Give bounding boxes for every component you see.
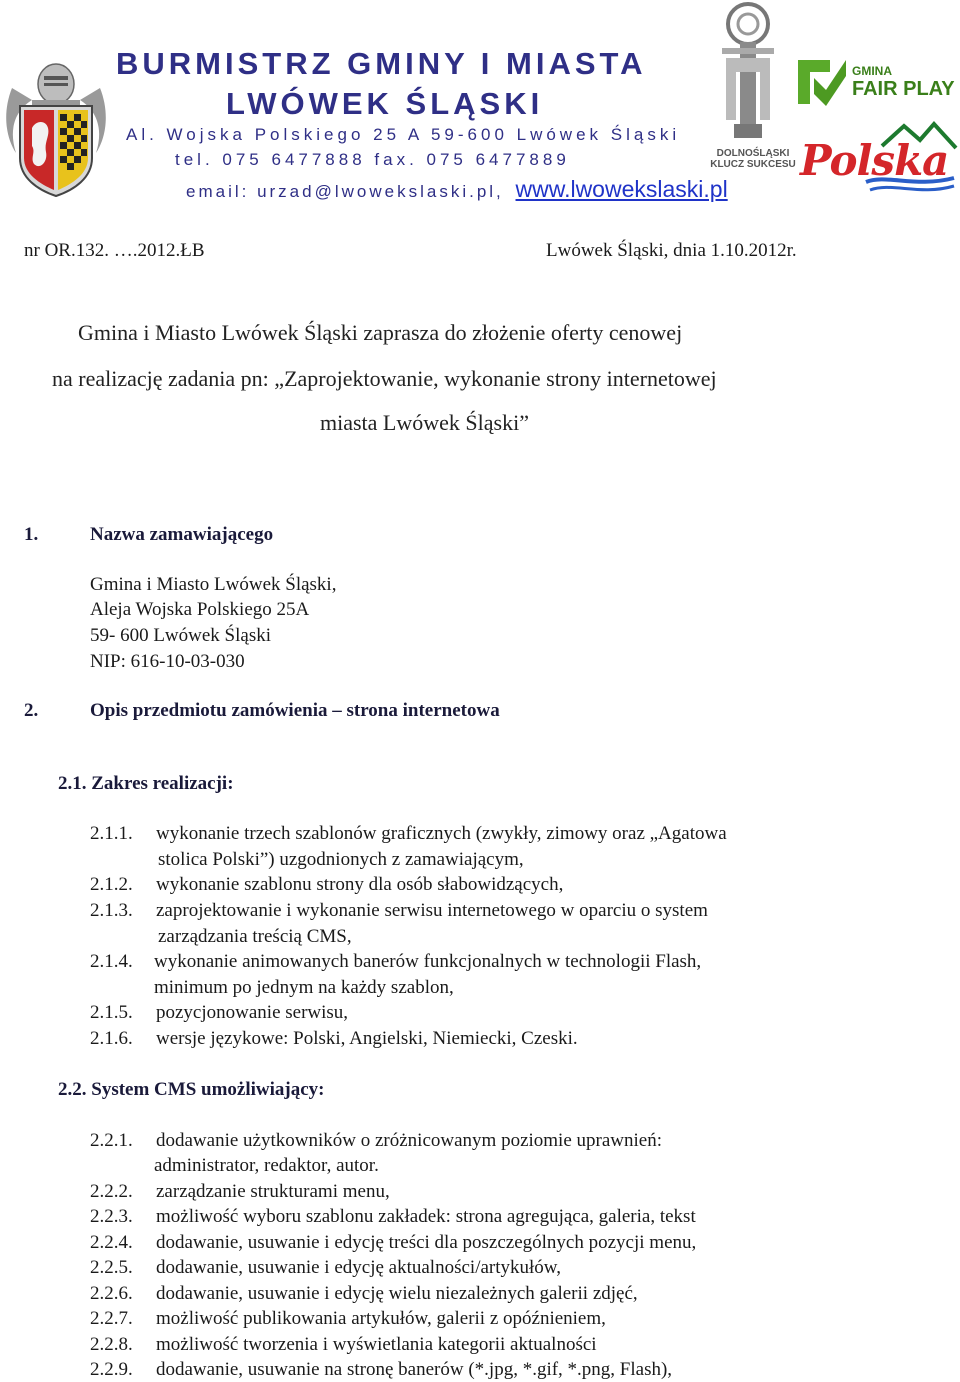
list-item-text: wykonanie szablonu strony dla osób słabowidzących, [156,874,564,895]
list-item-number: 2.1.1. [90,823,133,844]
section-2-heading: Opis przedmiotu zamówienia – strona internetowa [90,700,500,721]
list-item-text: dodawanie, usuwanie i edycję aktualności/artykułów, [156,1257,562,1278]
header-title-line2: LWÓWEK ŚLĄSKI [226,86,544,121]
list-item-text: możliwość tworzenia i wyświetlania kategorii aktualności [156,1334,597,1355]
intro-line-1: Gmina i Miasto Lwówek Śląski zaprasza do złożenie oferty cenowej [78,320,683,345]
header-title-line1: BURMISTRZ GMINY I MIASTA [116,46,647,81]
header-address: Al. Wojska Polskiego 25 A 59-600 Lwówek Śląski [126,125,681,144]
list-item-number: 2.2.7. [90,1308,133,1329]
list-item-number: 2.2.4. [90,1232,133,1253]
list-item-continuation: administrator, redaktor, autor. [154,1155,379,1176]
list-item-number: 2.2.1. [90,1130,133,1151]
reference-number: nr OR.132. ….2012.ŁB [24,240,205,261]
section-2-1-heading: 2.1. Zakres realizacji: [58,773,234,794]
section-2-2-heading: 2.2. System CMS umożliwiający: [58,1079,325,1100]
intro-line-3: miasta Lwówek Śląski” [320,410,529,435]
list-item-text: możliwość publikowania artykułów, galerii z opóźnieniem, [156,1308,606,1329]
list-item-text: wersje językowe: Polski, Angielski, Niemiecki, Czeski. [156,1028,578,1049]
check-icon [796,56,848,108]
orderer-name: Gmina i Miasto Lwówek Śląski, [90,574,337,595]
list-item-text: możliwość wyboru szablonu zakładek: strona agregująca, galeria, tekst [156,1206,696,1227]
list-item-number: 2.1.2. [90,874,133,895]
list-item-text: wykonanie animowanych banerów funkcjonalnych w technologii Flash, [154,951,702,972]
section-1-heading: Nazwa zamawiającego [90,524,274,545]
orderer-nip: NIP: 616-10-03-030 [90,651,245,672]
list-item-text: zarządzanie strukturami menu, [156,1181,390,1202]
klucz-logo-bottom: KLUCZ SUKCESU [710,159,796,170]
orderer-street: Aleja Wojska Polskiego 25A [90,599,310,620]
fair-play-bottom: FAIR PLAY [852,78,955,100]
klucz-logo-top: DOLNOŚLĄSKI [716,148,790,159]
list-item-continuation: minimum po jednym na każdy szablon, [154,977,454,998]
header-email-text: email: urzad@lwowekslaski.pl, [186,182,504,201]
polska-logo-text: Polska [800,136,949,185]
list-item-number: 2.2.8. [90,1334,133,1355]
place-date: Lwówek Śląski, dnia 1.10.2012r. [546,240,797,261]
list-item-text: zaprojektowanie i wykonanie serwisu internetowego w oparciu o system [156,900,708,921]
fair-play-top: GMINA [852,64,892,78]
header-phone: tel. 075 6477888 fax. 075 6477889 [175,150,570,169]
polska-logo [796,118,958,196]
section-2-number: 2. [24,700,39,721]
list-item-number: 2.2.5. [90,1257,133,1278]
intro-line-2: na realizację zadania pn: „Zaprojektowanie, wykonanie strony internetowej [52,366,717,391]
orderer-city: 59- 600 Lwówek Śląski [90,625,272,646]
list-item-text: pozycjonowanie serwisu, [156,1002,349,1023]
section-1-number: 1. [24,524,39,545]
fair-play-logo [796,56,954,108]
list-item-text: dodawanie, usuwanie i edycję wielu niezależnych galerii zdjęć, [156,1283,638,1304]
list-item-number: 2.1.6. [90,1028,133,1049]
list-item-text: dodawanie, usuwanie i edycję treści dla poszczególnych pozycji menu, [156,1232,697,1253]
website-link[interactable]: www.lwowekslaski.pl [515,176,728,202]
list-item-text: wykonanie trzech szablonów graficznych (zwykły, zimowy oraz „Agatowa [156,823,727,844]
header-email [186,176,728,203]
list-item-text: dodawanie użytkowników o zróżnicowanym poziomie uprawnień: [156,1130,662,1151]
list-item-number: 2.2.6. [90,1283,133,1304]
key-logo [716,2,780,144]
coat-of-arms-logo [2,58,110,198]
list-item-number: 2.1.3. [90,900,133,921]
list-item-number: 2.1.4. [90,951,133,972]
list-item-number: 2.2.9. [90,1359,133,1380]
klucz-sukcesu-logo [708,148,798,170]
list-item-continuation: stolica Polski”) uzgodnionych z zamawiającym, [158,849,524,870]
list-item-number: 2.2.2. [90,1181,133,1202]
list-item-number: 2.1.5. [90,1002,133,1023]
list-item-number: 2.2.3. [90,1206,133,1227]
list-item-continuation: zarządzania treścią CMS, [158,926,352,947]
list-item-text: dodawanie, usuwanie na stronę banerów (*.jpg, *.gif, *.png, Flash), [156,1359,673,1380]
